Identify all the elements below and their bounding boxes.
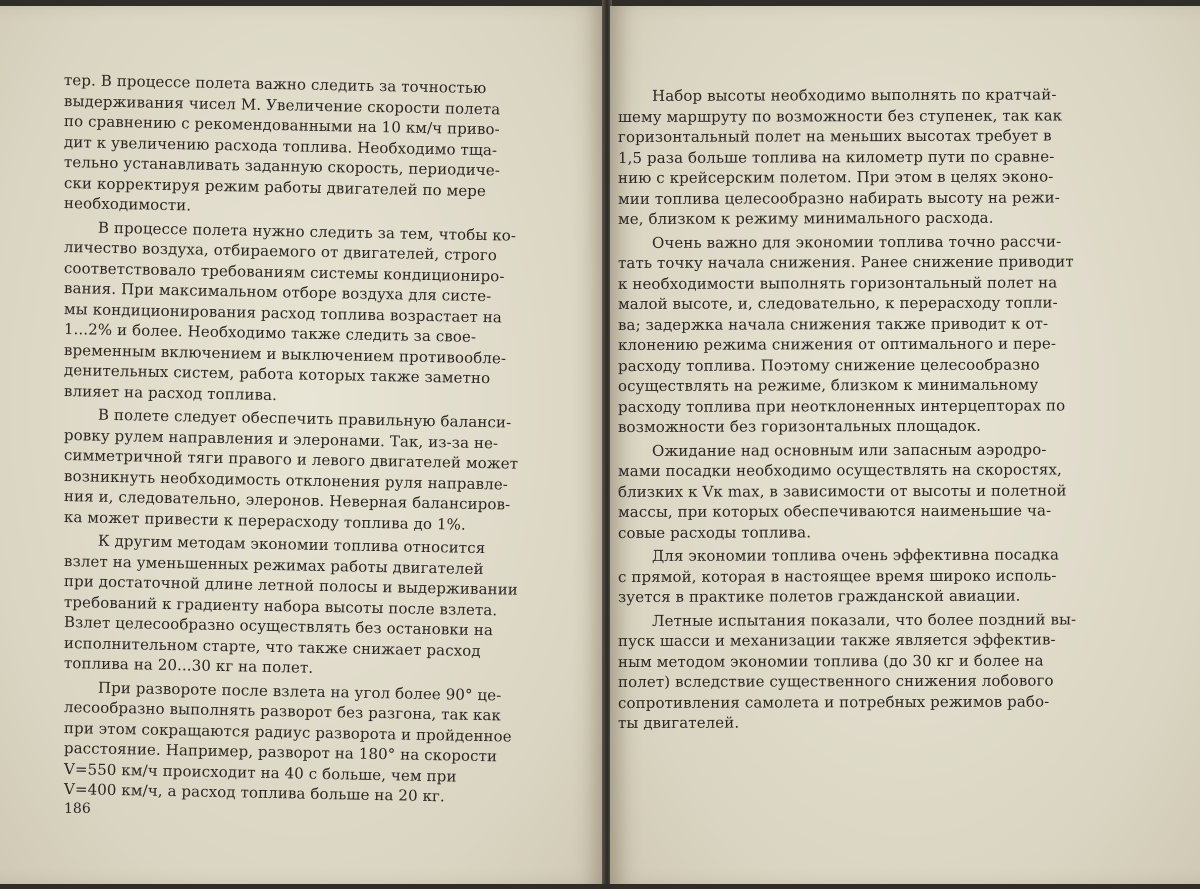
text-line: соответствовало требованиям системы кондициониро- [63, 258, 505, 285]
text-line: топлива на 20...30 кг на полет. [63, 654, 314, 677]
right-page [610, 6, 1200, 884]
text-line: с прямой, которая в настоящее время широко исполь- [617, 565, 1057, 586]
text-line: клонению режима снижения от оптимального и пере- [617, 334, 1057, 354]
text-line: малой высоте, и, следовательно, к перерасходу топли- [617, 293, 1058, 313]
text-line: дит к увеличению расхода топлива. Необходимо тща- [63, 132, 498, 159]
text-line: 1...2% и более. Необходимо также следить за свое- [63, 320, 477, 346]
left-page [0, 6, 604, 884]
text-line: расходу топлива. Поэтому снижение целесообразно [617, 355, 1040, 375]
text-line: ка может привести к перерасходу топлива до 1%. [63, 507, 466, 534]
text-line: мами посадки необходимо осуществлять на скоростях, [617, 460, 1062, 480]
paragraph [618, 233, 1138, 438]
text-line: взлет на уменьшенных режимах работы двигателей [63, 551, 484, 578]
text-line: полет) вследствие существенного снижения лобового [617, 671, 1054, 691]
text-line: В процессе полета нужно следить за тем, чтобы ко- [97, 218, 517, 245]
text-line: требований к градиенту набора высоты после взлета. [63, 592, 498, 619]
paragraph [618, 611, 1138, 734]
paragraph [63, 677, 584, 806]
right-text-column [618, 86, 1138, 737]
text-line: зуется в практике полетов гражданской авиации. [617, 586, 1021, 606]
paragraph [618, 546, 1138, 608]
text-line: при этом сокращаются радиус разворота и пройденное [63, 718, 512, 746]
text-line: возможности без горизонтальных площадок. [617, 416, 982, 436]
text-line: ва; задержка начала снижения также приводит к от- [617, 313, 1049, 334]
text-line: ски корректируя режим работы двигателей по мере [63, 173, 487, 200]
text-line: мии топлива целесообразно набирать высоту на режи- [617, 187, 1060, 208]
text-line: ния и, следовательно, элеронов. Неверная балансиров- [63, 487, 511, 514]
text-line: расстояние. Например, разворот на 180° на скорости [63, 739, 498, 766]
text-line: выдерживания чисел М. Увеличение скорости полета [63, 91, 501, 118]
paragraph [64, 217, 584, 402]
text-line: При развороте после взлета на угол более 90° це- [97, 678, 502, 704]
text-line: V=400 км/ч, а расход топлива больше на 20 кг. [63, 780, 446, 806]
text-line: симметричной тяги правого и левого двигателей может [63, 446, 519, 473]
text-line: лесообразно выполнять разворот без разгона, так как [63, 698, 502, 725]
text-line: исполнительном старте, что также снижает расход [63, 633, 481, 660]
paragraph [618, 441, 1138, 544]
text-line: тельно устанавливать заданную скорость, периодиче- [63, 153, 501, 180]
text-line: близких к Vк max, в зависимости от высоты и полетной [617, 480, 1067, 501]
text-line: В полете следует обеспечить правильную баланси- [97, 405, 512, 432]
text-line: горизонтальный полет на меньших высотах требует в [617, 126, 1052, 146]
text-line: ты двигателей. [617, 713, 740, 732]
text-line: Набор высоты необходимо выполнять по кратчай- [651, 85, 1057, 105]
text-line: к необходимости выполнять горизонтальный полет на [617, 272, 1058, 293]
text-line: осуществлять на режиме, близком к минимальному [617, 375, 1039, 395]
paragraph [63, 530, 584, 677]
text-line: Летные испытания показали, что более поздний вы- [651, 609, 1077, 630]
text-line: массы, при которых обеспечиваются наименьшие ча- [617, 501, 1052, 521]
text-line: Для экономии топлива очень эффективна посадка [651, 545, 1060, 565]
text-line: ровку рулем направления и элеронами. Так, из-за не- [63, 425, 499, 452]
paragraph [63, 404, 584, 534]
text-line: денительных систем, работа которых также заметно [63, 361, 491, 388]
bottom-edge [0, 884, 1200, 889]
paragraph [618, 86, 1138, 230]
text-line: личество воздуха, отбираемого от двигателей, строго [63, 238, 498, 265]
text-line: по сравнению с рекомендованными на 10 км/ч приво- [63, 112, 500, 139]
text-line: Ожидание над основным или запасным аэродро- [651, 440, 1047, 460]
text-line: расходу топлива при неотклоненных интерцепторах по [617, 395, 1066, 416]
text-line: 1,5 раза больше топлива на километр пути по сравне- [617, 146, 1055, 167]
text-line: сопротивления самолета и потребных режимов рабо- [617, 691, 1050, 712]
text-line: V=550 км/ч происходит на 40 с больше, чем при [63, 759, 457, 786]
text-line: необходимости. [63, 194, 192, 215]
text-line: мы кондиционирования расход топлива возрастает на [63, 299, 503, 326]
text-line: Очень важно для экономии топлива точно рассчи- [651, 231, 1062, 252]
text-line: нию с крейсерским полетом. При этом в целях эконо- [617, 167, 1054, 187]
text-line: совые расходы топлива. [617, 522, 812, 542]
text-line: ме, близком к режиму минимального расхода. [617, 208, 994, 228]
text-line: временным включением и выключением противообле- [63, 340, 507, 367]
text-line: Взлет целесообразно осуществлять без остановки на [63, 613, 494, 640]
text-line: шему маршруту по возможности без ступенек, так как [617, 105, 1063, 126]
text-line: при достаточной длине летной полосы и выдерживании [63, 572, 519, 599]
text-line: ным методом экономии топлива (до 30 кг и более на [617, 651, 1044, 671]
text-line: тать точку начала снижения. Ранее снижение приводит [617, 252, 1074, 272]
text-line: вания. При максимальном отборе воздуха для систе- [63, 279, 492, 306]
text-line: пуск шасси и механизации также является эффектив- [617, 630, 1056, 650]
page-number: 186 [64, 801, 91, 817]
text-line: возникнуть необходимость отклонения руля направле- [63, 466, 509, 494]
text-line: К другим методам экономии топлива относится [97, 531, 486, 558]
left-text-column [63, 70, 584, 806]
text-line: влияет на расход топлива. [63, 381, 278, 404]
paragraph [64, 70, 584, 214]
text-line: тер. В процессе полета важно следить за точностью [63, 71, 487, 98]
